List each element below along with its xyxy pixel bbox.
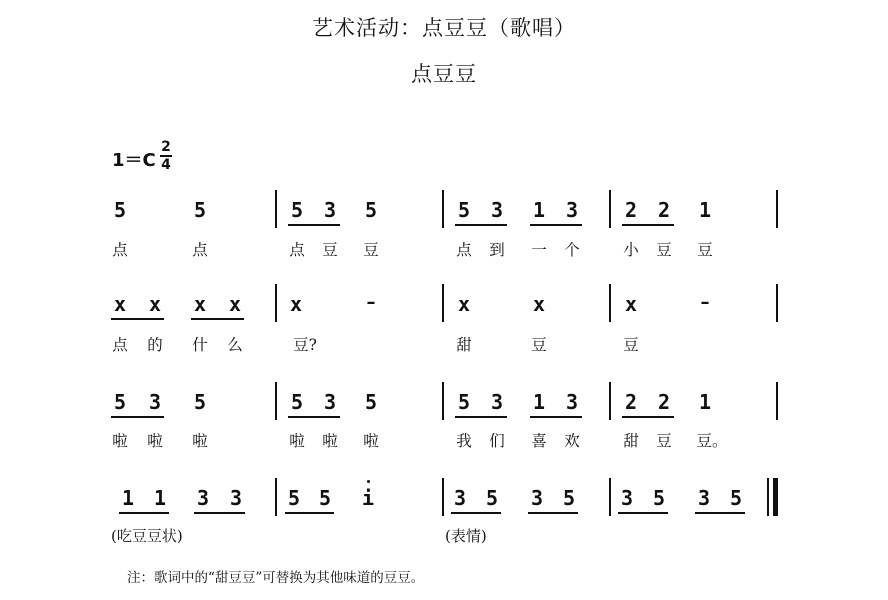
lyric: 啦 bbox=[112, 432, 128, 450]
note: 3 bbox=[620, 486, 634, 510]
note: x bbox=[193, 292, 207, 316]
lyric: 啦 bbox=[322, 432, 338, 450]
note: 5 bbox=[113, 198, 127, 222]
note: 1 bbox=[532, 390, 546, 414]
bar-line bbox=[442, 190, 444, 228]
lyrics-row-3 bbox=[0, 429, 888, 453]
note: 3 bbox=[490, 198, 504, 222]
bar-line bbox=[442, 382, 444, 420]
underline-beam bbox=[530, 224, 582, 226]
bar-line bbox=[609, 284, 611, 322]
bar-line bbox=[275, 190, 277, 228]
lyric: 啦 bbox=[289, 432, 305, 450]
lyric: 甜 bbox=[623, 432, 639, 450]
lyric: 到 bbox=[489, 241, 505, 259]
lyric: 啦 bbox=[363, 432, 379, 450]
notation-row-2 bbox=[0, 292, 888, 322]
note: 5 bbox=[457, 390, 471, 414]
bar-line bbox=[275, 478, 277, 516]
lyric: 豆 bbox=[697, 241, 713, 259]
lyric: 豆 bbox=[656, 241, 672, 259]
note: x bbox=[148, 292, 162, 316]
bar-line bbox=[776, 190, 778, 228]
lyric: 豆。 bbox=[696, 432, 728, 450]
footnote: 注：歌词中的“甜豆豆”可替换为其他味道的豆豆。 bbox=[127, 570, 425, 586]
lyric: 一 bbox=[531, 241, 547, 259]
note: 5 bbox=[485, 486, 499, 510]
lyric: 的 bbox=[147, 336, 163, 354]
time-signature-bottom: 4 bbox=[161, 156, 171, 173]
lyric: 欢 bbox=[564, 432, 580, 450]
bar-line bbox=[442, 478, 444, 516]
note: 1 bbox=[121, 486, 135, 510]
note: 5 bbox=[562, 486, 576, 510]
note: 1 bbox=[698, 198, 712, 222]
underline-beam bbox=[288, 224, 340, 226]
note: 5 bbox=[457, 198, 471, 222]
underline-beam bbox=[191, 318, 244, 320]
note: 5 bbox=[364, 198, 378, 222]
time-signature bbox=[160, 140, 172, 172]
bar-line bbox=[776, 382, 778, 420]
lyric: 小 bbox=[623, 241, 639, 259]
lyrics-row-2 bbox=[0, 333, 888, 357]
note: 1 bbox=[532, 198, 546, 222]
lyric: 豆 bbox=[531, 336, 547, 354]
note: 3 bbox=[196, 486, 210, 510]
lyric: 点 bbox=[192, 241, 208, 259]
note: 3 bbox=[323, 198, 337, 222]
note: 5 bbox=[290, 198, 304, 222]
note: 3 bbox=[697, 486, 711, 510]
bar-line bbox=[609, 478, 611, 516]
note: x bbox=[228, 292, 242, 316]
high-octave-dot bbox=[367, 480, 370, 483]
note: 5 bbox=[652, 486, 666, 510]
underline-beam bbox=[528, 512, 578, 514]
note: 5 bbox=[729, 486, 743, 510]
note: x bbox=[624, 292, 638, 316]
lyric: 点 bbox=[112, 336, 128, 354]
lyric: 我 bbox=[456, 432, 472, 450]
underline-beam bbox=[288, 416, 340, 418]
lyric: 个 bbox=[564, 241, 580, 259]
bar-line bbox=[275, 284, 277, 322]
note: 1 bbox=[698, 390, 712, 414]
underline-beam bbox=[455, 416, 507, 418]
time-signature-top: 2 bbox=[161, 139, 171, 155]
note: 5 bbox=[364, 390, 378, 414]
bar-line bbox=[275, 382, 277, 420]
note: 5 bbox=[113, 390, 127, 414]
underline-beam bbox=[618, 512, 668, 514]
note: 2 bbox=[624, 198, 638, 222]
note: 5 bbox=[290, 390, 304, 414]
lyric: 么 bbox=[227, 336, 243, 354]
note: 5 bbox=[318, 486, 332, 510]
bar-line bbox=[442, 284, 444, 322]
note: 5 bbox=[193, 390, 207, 414]
action-note-right: (表情) bbox=[445, 527, 487, 545]
key-signature: 1＝C bbox=[112, 150, 156, 171]
note: 2 bbox=[624, 390, 638, 414]
lyric: 喜 bbox=[531, 432, 547, 450]
lyric: 豆 bbox=[623, 336, 639, 354]
notation-row-4 bbox=[0, 486, 888, 516]
lyric: 啦 bbox=[192, 432, 208, 450]
note: 5 bbox=[287, 486, 301, 510]
lyric: 点 bbox=[456, 241, 472, 259]
page-title: 艺术活动：点豆豆（歌唱） bbox=[312, 16, 576, 40]
lyric: 点 bbox=[112, 241, 128, 259]
lyric: 们 bbox=[489, 432, 505, 450]
note: x bbox=[457, 292, 471, 316]
underline-beam bbox=[455, 224, 507, 226]
bar-line bbox=[609, 382, 611, 420]
note: x bbox=[289, 292, 303, 316]
note: x bbox=[113, 292, 127, 316]
lyric: 豆? bbox=[293, 336, 317, 354]
rest-dash: – bbox=[700, 292, 710, 313]
note: 3 bbox=[565, 198, 579, 222]
lyric: 什 bbox=[192, 336, 208, 354]
underline-beam bbox=[285, 512, 334, 514]
lyric: 豆 bbox=[322, 241, 338, 259]
note: 3 bbox=[148, 390, 162, 414]
notation-row-3 bbox=[0, 390, 888, 420]
lyric: 点 bbox=[289, 241, 305, 259]
underline-beam bbox=[451, 512, 501, 514]
rest-dash: – bbox=[366, 292, 376, 313]
underline-beam bbox=[622, 416, 674, 418]
note: 3 bbox=[530, 486, 544, 510]
underline-beam bbox=[194, 512, 245, 514]
underline-beam bbox=[111, 416, 164, 418]
note: x bbox=[532, 292, 546, 316]
final-bar-thick bbox=[773, 478, 778, 516]
note: 3 bbox=[490, 390, 504, 414]
lyric: 豆 bbox=[656, 432, 672, 450]
underline-beam bbox=[622, 224, 674, 226]
bar-line bbox=[609, 190, 611, 228]
note: 2 bbox=[657, 390, 671, 414]
action-note-left: (吃豆豆状) bbox=[111, 527, 183, 545]
final-bar-thin bbox=[767, 478, 769, 516]
song-title: 点豆豆 bbox=[411, 62, 477, 86]
lyric: 豆 bbox=[363, 241, 379, 259]
notation-row-1 bbox=[0, 198, 888, 228]
underline-beam bbox=[111, 318, 164, 320]
note-high: i bbox=[361, 486, 375, 510]
note: 3 bbox=[323, 390, 337, 414]
lyric: 甜 bbox=[456, 336, 472, 354]
note: 3 bbox=[229, 486, 243, 510]
note: 3 bbox=[565, 390, 579, 414]
lyrics-row-1 bbox=[0, 238, 888, 262]
underline-beam bbox=[530, 416, 582, 418]
note: 3 bbox=[453, 486, 467, 510]
lyric: 啦 bbox=[147, 432, 163, 450]
note: 5 bbox=[193, 198, 207, 222]
underline-beam bbox=[695, 512, 745, 514]
note: 2 bbox=[657, 198, 671, 222]
bar-line bbox=[776, 284, 778, 322]
underline-beam bbox=[119, 512, 169, 514]
note: 1 bbox=[153, 486, 167, 510]
